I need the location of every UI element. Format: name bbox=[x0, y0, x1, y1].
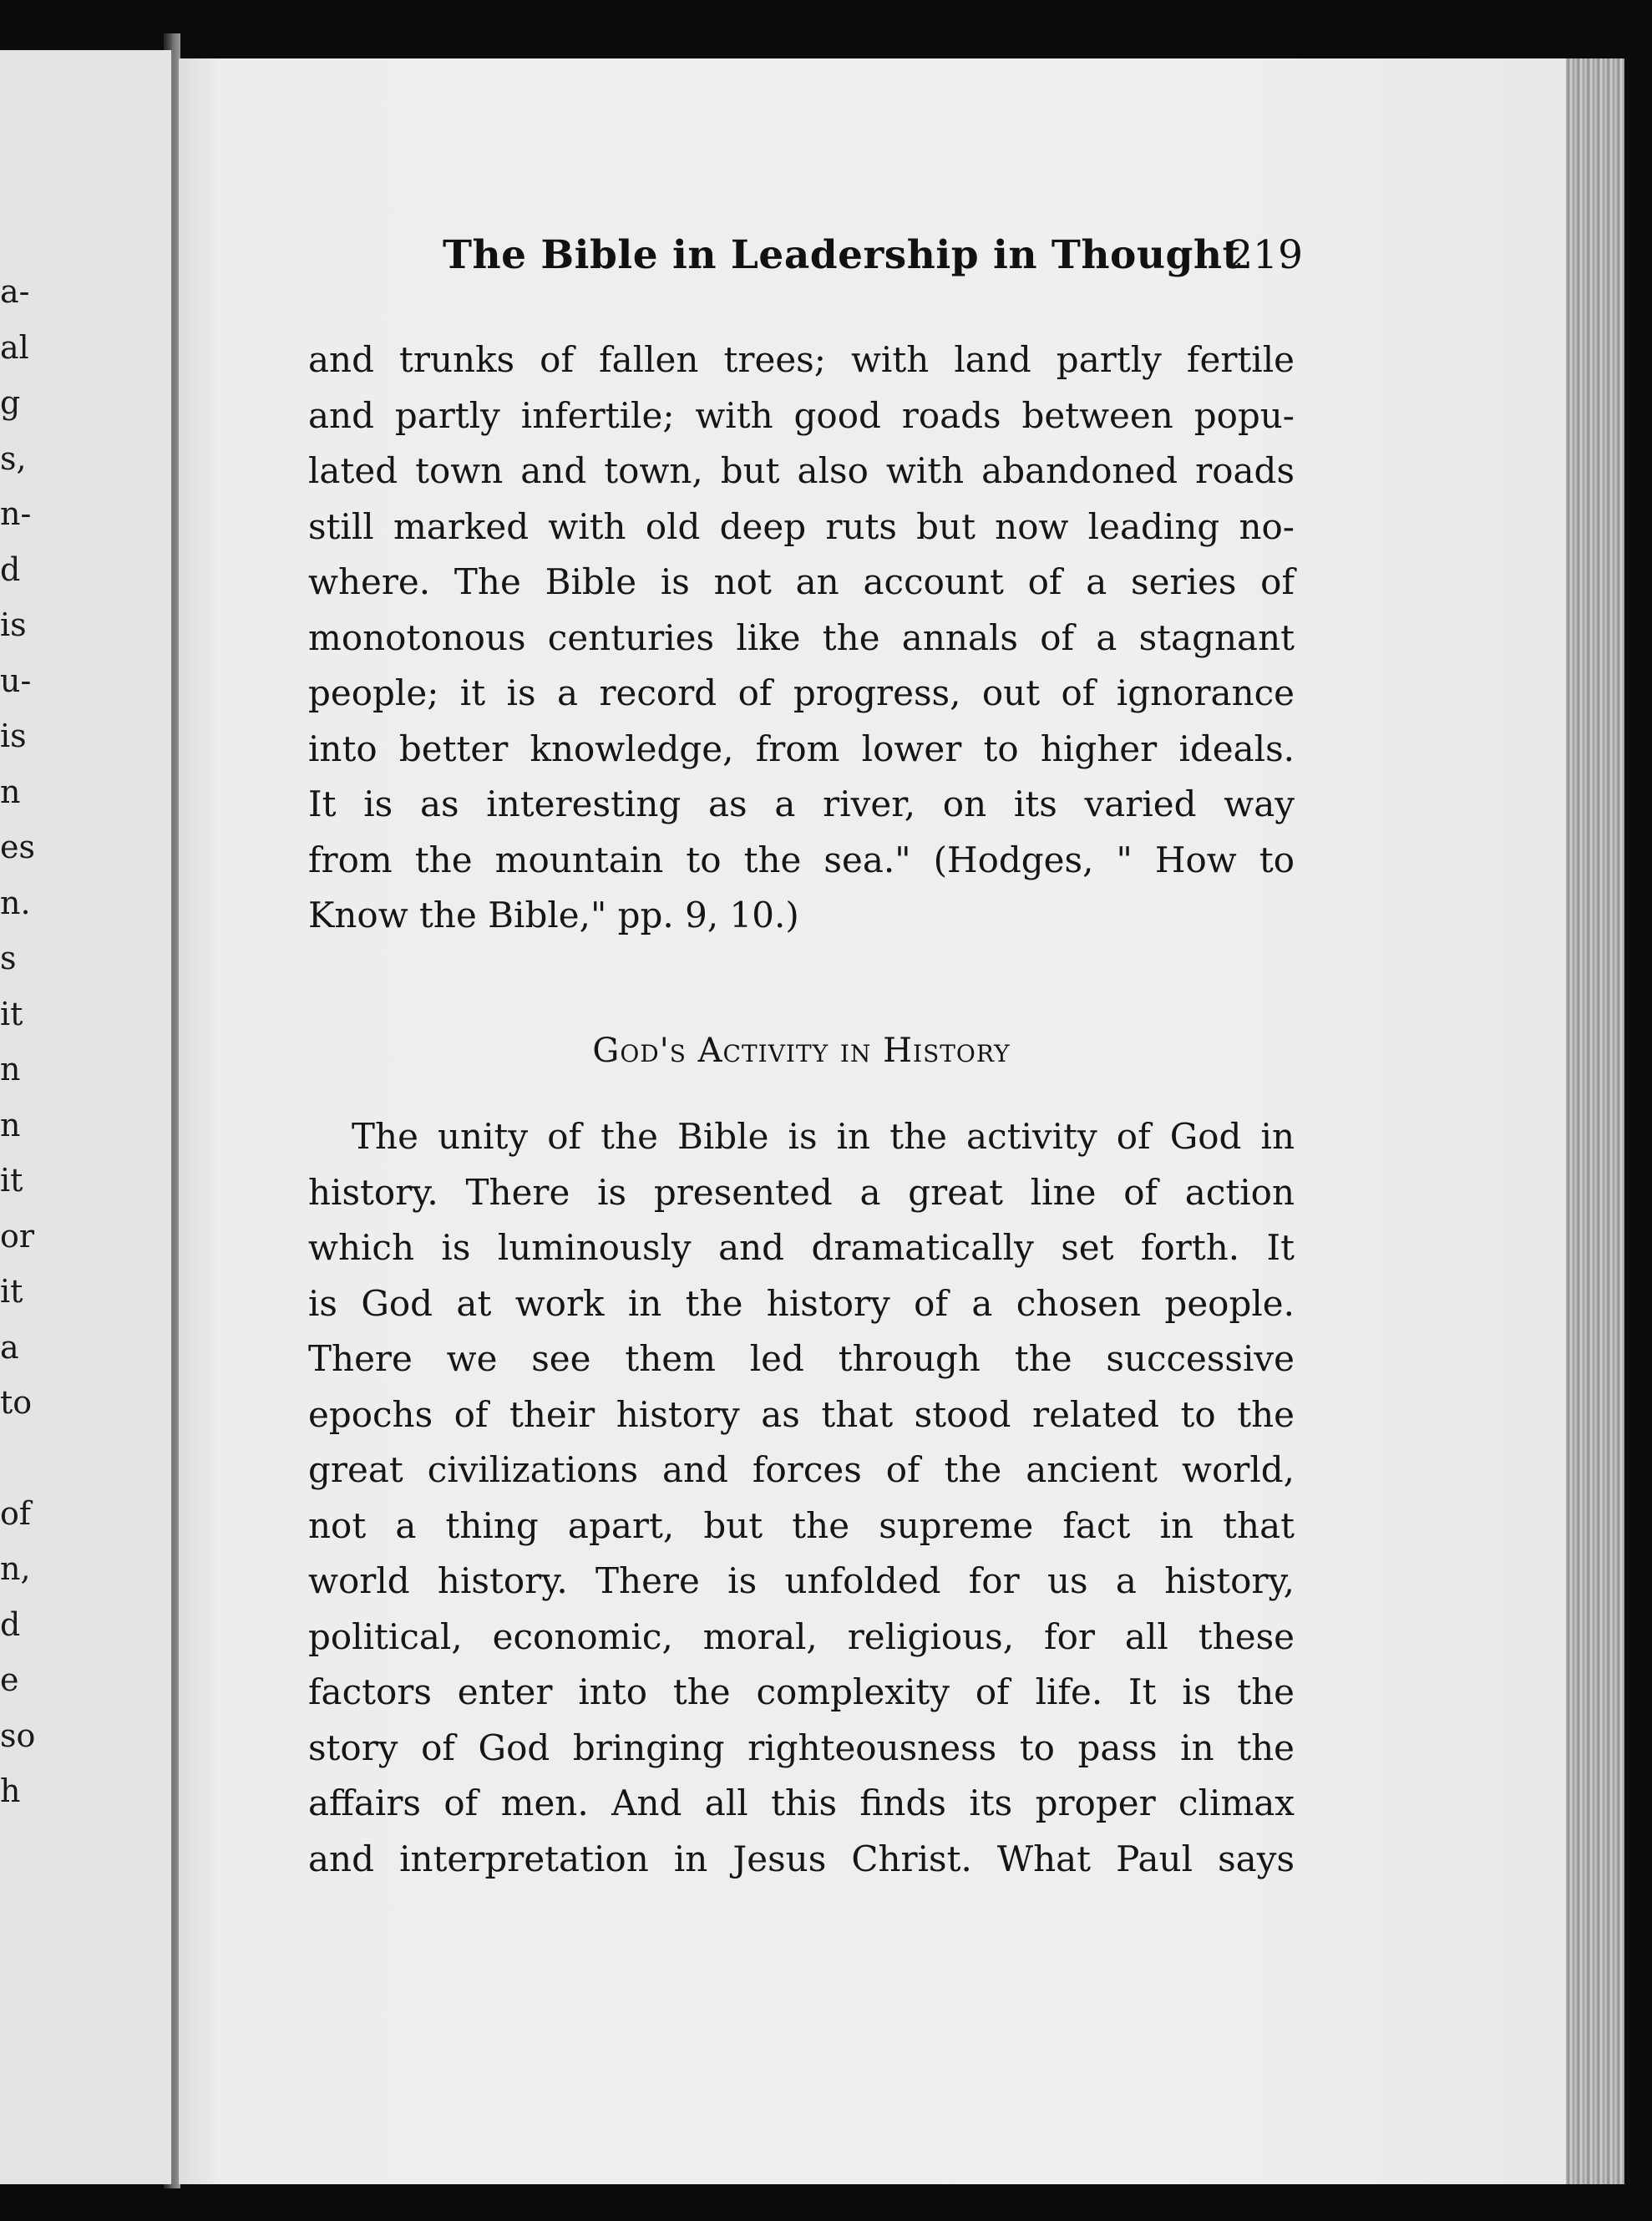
text-line: epochs of their history as that stood related to the bbox=[308, 1393, 1295, 1435]
left-page-fragment: a- bbox=[0, 273, 30, 310]
text-line: world history. There is unfolded for us a history, bbox=[308, 1560, 1295, 1601]
page-header bbox=[443, 232, 1303, 282]
page-stack-edge bbox=[1566, 58, 1624, 2184]
text-line: and interpretation in Jesus Christ. What Paul says bbox=[308, 1838, 1295, 1879]
text-line: people; it is a record of progress, out of ignorance bbox=[308, 672, 1295, 713]
left-page-fragment: n- bbox=[0, 495, 32, 532]
text-line: history. There is presented a great line of action bbox=[308, 1171, 1295, 1213]
text-line: and partly infertile; with good roads between popu- bbox=[308, 394, 1295, 436]
text-line: Know the Bible," pp. 9, 10.) bbox=[308, 895, 799, 936]
text-line: story of God bringing righteousness to pass in the bbox=[308, 1727, 1295, 1768]
left-page-fragment: s bbox=[0, 940, 17, 976]
text-line: where. The Bible is not an account of a series of bbox=[308, 561, 1295, 602]
paragraph-god-activity bbox=[308, 1109, 1295, 1887]
text-line: It is as interesting as a river, on its varied way bbox=[308, 783, 1295, 824]
left-page-fragment: a bbox=[0, 1328, 19, 1366]
left-page-fragment: n, bbox=[0, 1550, 31, 1587]
left-page-fragment: is bbox=[0, 606, 27, 643]
text-line: great civilizations and forces of the ancient world, bbox=[308, 1449, 1295, 1490]
left-page-fragment: it bbox=[0, 1162, 23, 1199]
paragraph-continued bbox=[308, 332, 1295, 944]
left-page-fragment: of bbox=[0, 1494, 31, 1532]
left-page-fragment: or bbox=[0, 1217, 35, 1255]
text-line: lated town and town, but also with abandoned roads bbox=[308, 450, 1295, 491]
left-page-fragment: u- bbox=[0, 662, 32, 699]
text-line: affairs of men. And all this finds its proper climax bbox=[308, 1782, 1295, 1823]
running-head: The Bible in Leadership in Thought bbox=[443, 232, 1241, 278]
text-line: The unity of the Bible is in the activity of God in bbox=[352, 1116, 1295, 1157]
page-number: 219 bbox=[1228, 232, 1303, 278]
left-page-fragment: s, bbox=[0, 439, 27, 477]
text-line: still marked with old deep ruts but now leading no- bbox=[308, 505, 1295, 547]
left-page-fragment: n bbox=[0, 1051, 21, 1088]
left-page-fragment: d bbox=[0, 1605, 21, 1643]
left-page-fragment: it bbox=[0, 1273, 23, 1310]
text-line: which is luminously and dramatically set forth. It bbox=[308, 1227, 1295, 1268]
text-line: not a thing apart, but the supreme fact in that bbox=[308, 1504, 1295, 1546]
left-facing-page bbox=[0, 50, 174, 2184]
left-page-fragment: es bbox=[0, 829, 35, 865]
left-page-fragment: is bbox=[0, 718, 27, 754]
left-page-fragment: e bbox=[0, 1661, 19, 1698]
left-page-fragment: n. bbox=[0, 884, 31, 921]
left-page-fragment: n bbox=[0, 773, 21, 810]
text-line: monotonous centuries like the annals of a stagnant bbox=[308, 616, 1295, 658]
left-page-fragment: d bbox=[0, 550, 21, 588]
text-line: into better knowledge, from lower to higher ideals. bbox=[308, 728, 1295, 769]
text-line: and trunks of fallen trees; with land partly fertile bbox=[308, 339, 1295, 380]
left-page-fragment: g bbox=[0, 384, 21, 421]
left-page-fragment: al bbox=[0, 328, 29, 366]
left-page-fragment: to bbox=[0, 1384, 33, 1421]
text-line: There we see them led through the successive bbox=[308, 1338, 1295, 1379]
left-page-fragment: h bbox=[0, 1772, 21, 1809]
text-line: political, economic, moral, religious, for all these bbox=[308, 1615, 1295, 1657]
text-line: is God at work in the history of a chosen people. bbox=[308, 1282, 1295, 1324]
text-line: from the mountain to the sea." (Hodges, " How to bbox=[308, 839, 1295, 880]
text-line: factors enter into the complexity of life. It is the bbox=[308, 1671, 1295, 1712]
left-page-fragment: n bbox=[0, 1106, 21, 1143]
section-heading: God's Activity in History bbox=[592, 1032, 1011, 1070]
left-page-fragment: so bbox=[0, 1716, 36, 1754]
left-page-fragment: it bbox=[0, 995, 23, 1032]
